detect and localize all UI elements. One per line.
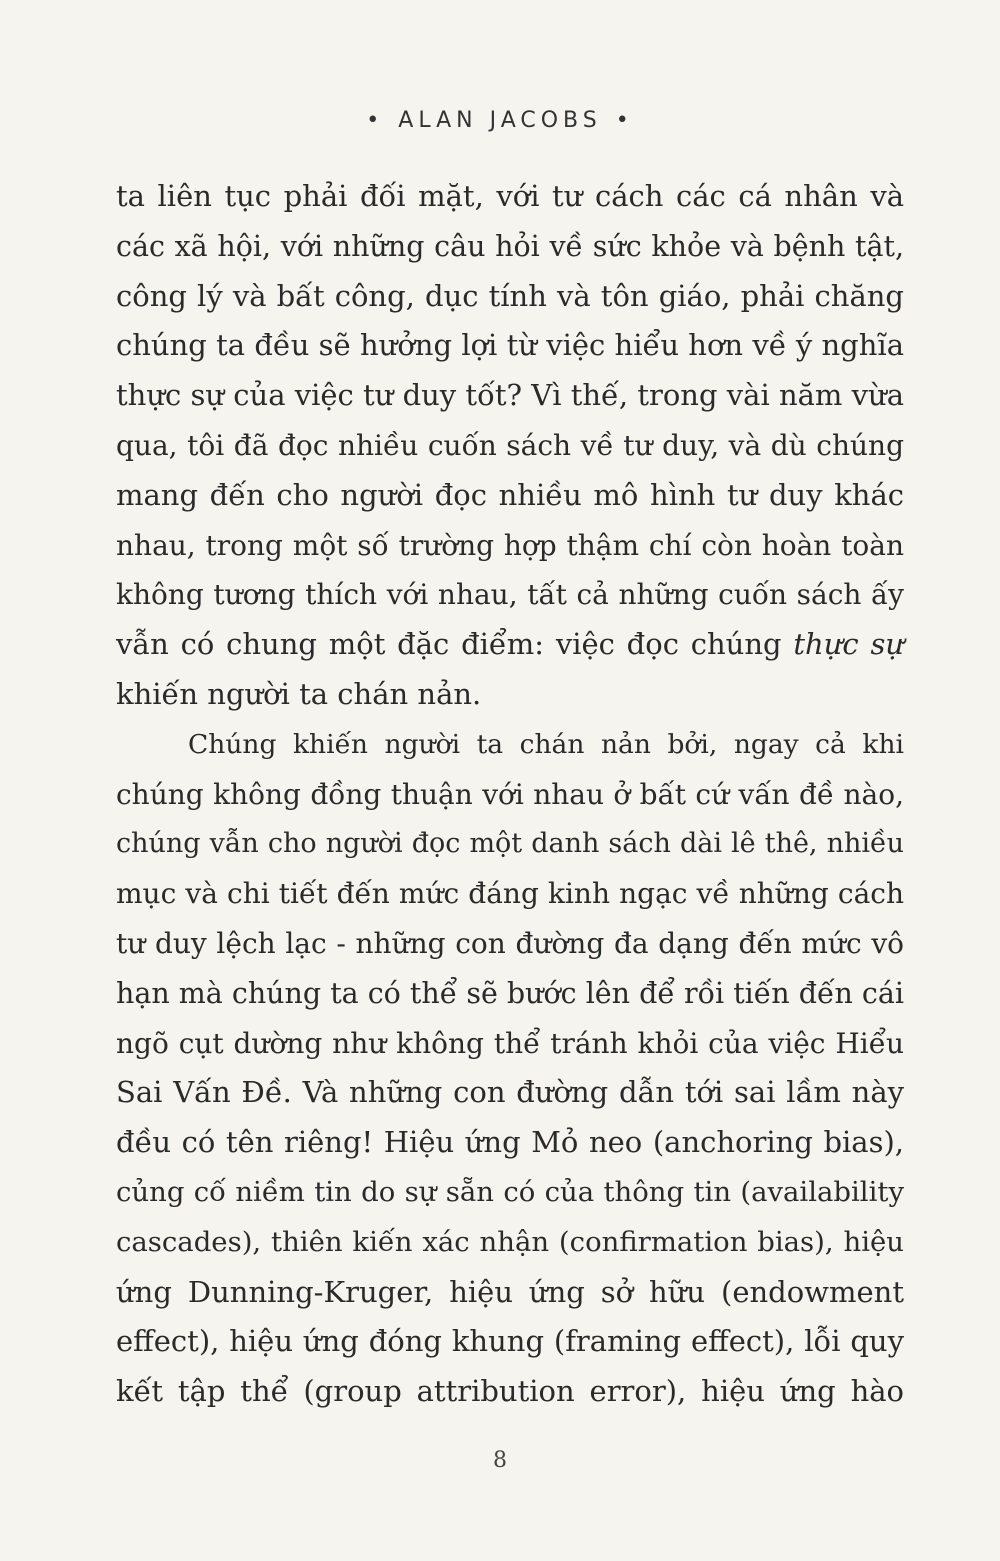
text-line: không tương thích với nhau, tất cả những cuốn sách ấy (116, 578, 904, 612)
text-line-with-emphasis (116, 620, 904, 670)
text-line: chúng vẫn cho người đọc một danh sách dài lê thê, nhiều (116, 828, 904, 860)
text-line: Chúng khiến người ta chán nản bởi, ngay cả khi (188, 728, 904, 760)
text-line: thực sự của việc tư duy tốt? Vì thế, trong vài năm vừa (116, 378, 904, 413)
text-line: mục và chi tiết đến mức đáng kinh ngạc về những cách (116, 877, 904, 911)
header-bullet-right: • (615, 108, 634, 133)
emphasis-text: thực sự (793, 627, 904, 662)
text-line: kết tập thể (group attribution error), hiệu ứng hào (116, 1374, 904, 1409)
text-line: ứng Dunning-Kruger, hiệu ứng sở hữu (endowment (116, 1274, 904, 1309)
paragraph-2 (116, 720, 904, 1417)
text-line: Sai Vấn Đề. Và những con đường dẫn tới sai lầm này (116, 1075, 904, 1110)
text-segment: vẫn có chung một đặc điểm: việc đọc chúng (116, 627, 782, 662)
text-line: mang đến cho người đọc nhiều mô hình tư duy khác (116, 477, 904, 512)
running-header (0, 108, 1000, 133)
header-bullet-left: • (366, 108, 385, 133)
text-line: cascades), thiên kiến xác nhận (confirmation bias), hiệu (116, 1225, 904, 1258)
text-line: effect), hiệu ứng đóng khung (framing effect), lỗi quy (116, 1324, 904, 1359)
text-line: chúng ta đều sẽ hưởng lợi từ việc hiểu hơn về ý nghĩa (116, 328, 904, 363)
text-line: khiến người ta chán nản. (116, 676, 482, 711)
text-line: các xã hội, với những câu hỏi về sức khỏe và bệnh tật, (116, 229, 904, 263)
text-line: củng cố niềm tin do sự sẵn có của thông tin (availability (116, 1175, 904, 1208)
text-line: ngõ cụt dường như không thể tránh khỏi của việc Hiểu (116, 1026, 904, 1060)
text-line: qua, tôi đã đọc nhiều cuốn sách về tư duy, và dù chúng (116, 428, 904, 462)
text-line: chúng không đồng thuận với nhau ở bất cứ vấn đề nào, (116, 777, 904, 811)
text-line: đều có tên riêng! Hiệu ứng Mỏ neo (anchoring bias), (116, 1125, 904, 1160)
body-text (116, 172, 904, 1417)
text-line: nhau, trong một số trường hợp thậm chí còn hoàn toàn (116, 528, 904, 562)
page-number: 8 (493, 1448, 507, 1473)
paragraph-1 (116, 172, 904, 720)
header-author: ALAN JACOBS (398, 108, 602, 133)
text-line: hạn mà chúng ta có thể sẽ bước lên để rồi tiến đến cái (116, 976, 904, 1010)
text-line: công lý và bất công, dục tính và tôn giáo, phải chăng (116, 278, 904, 313)
text-line: tư duy lệch lạc - những con đường đa dạng đến mức vô (116, 926, 904, 960)
text-line: ta liên tục phải đối mặt, với tư cách các cá nhân và (116, 179, 904, 213)
